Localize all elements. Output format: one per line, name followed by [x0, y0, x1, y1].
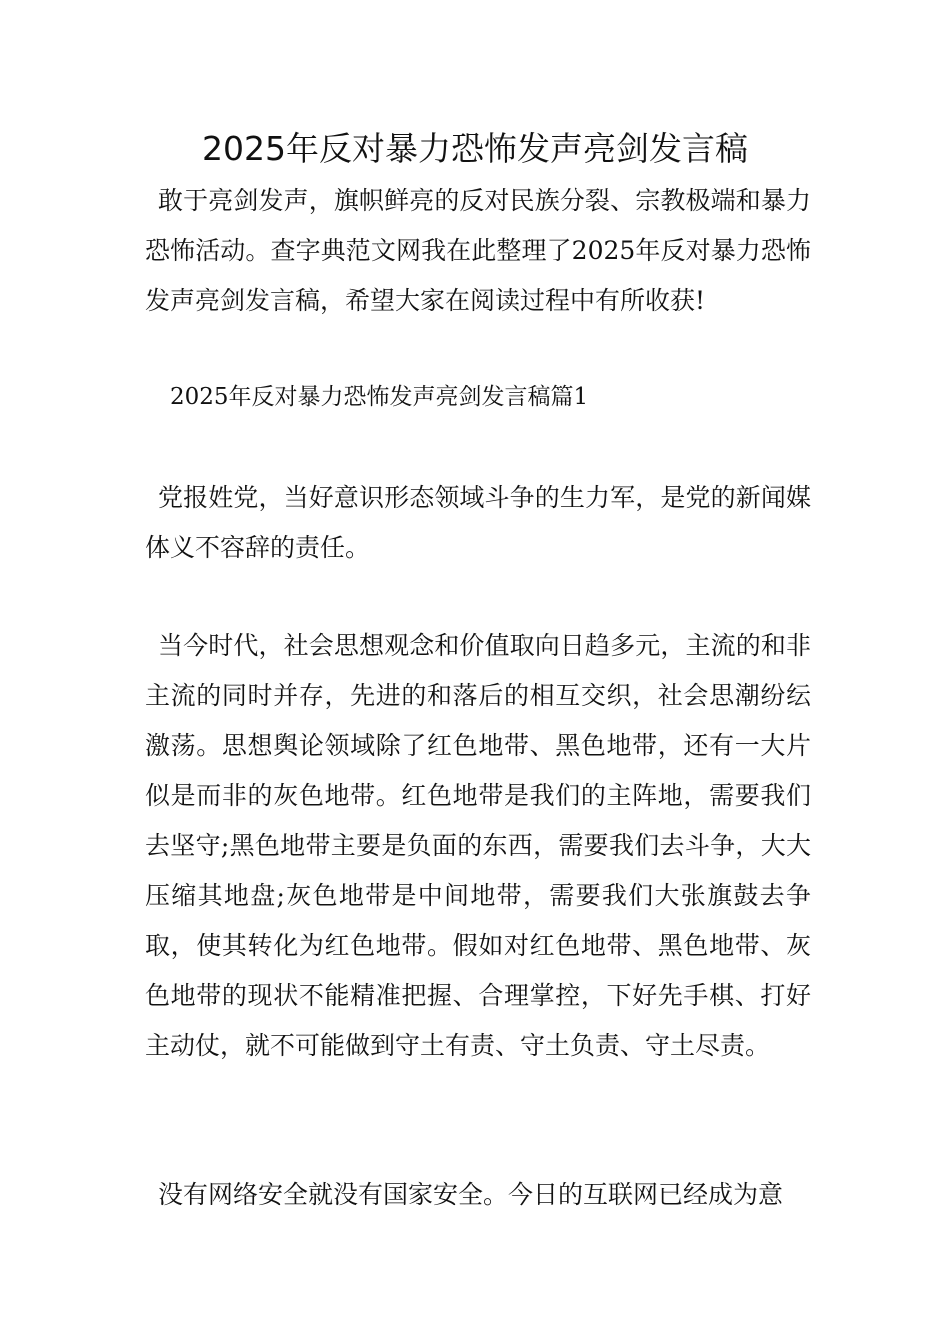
body-paragraph-3: 没有网络安全就没有国家安全。今日的互联网已经成为意 — [158, 1180, 784, 1209]
section-heading: 2025年反对暴力恐怖发声亮剑发言稿篇1 — [170, 384, 589, 410]
body-paragraph-1: 党报姓党，当好意识形态领域斗争的生力军，是党的新闻媒体义不容辞的责任。 — [145, 483, 811, 562]
body-paragraph-2: 当今时代，社会思想观念和价值取向日趋多元，主流的和非主流的同时并存，先进的和落后的相互交织，社会思潮纷纭激荡。思想舆论领域除了红色地带、黑色地带，还有一大片似是而非的灰色地带。红色地带是我们的主阵地，需要我们去坚守;黑色地带主要是负面的东西，需要我们去斗争，大大压缩其地盘;灰色地带是中间地带，需要我们大张旗鼓去争取，使其转化为红色地带。假如对红色地带、黑色地带、灰色地带的现状不能精准把握、合理掌控，下好先手棋、打好主动仗，就不可能做到守土有责、守土负责、守土尽责。 — [145, 631, 811, 1060]
intro-paragraph: 敢于亮剑发声，旗帜鲜亮的反对民族分裂、宗教极端和暴力恐怖活动。查字典范文网我在此整理了2025年反对暴力恐怖发声亮剑发言稿，希望大家在阅读过程中有所收获! — [145, 186, 811, 315]
document-title: 2025年反对暴力恐怖发声亮剑发言稿 — [202, 129, 748, 168]
